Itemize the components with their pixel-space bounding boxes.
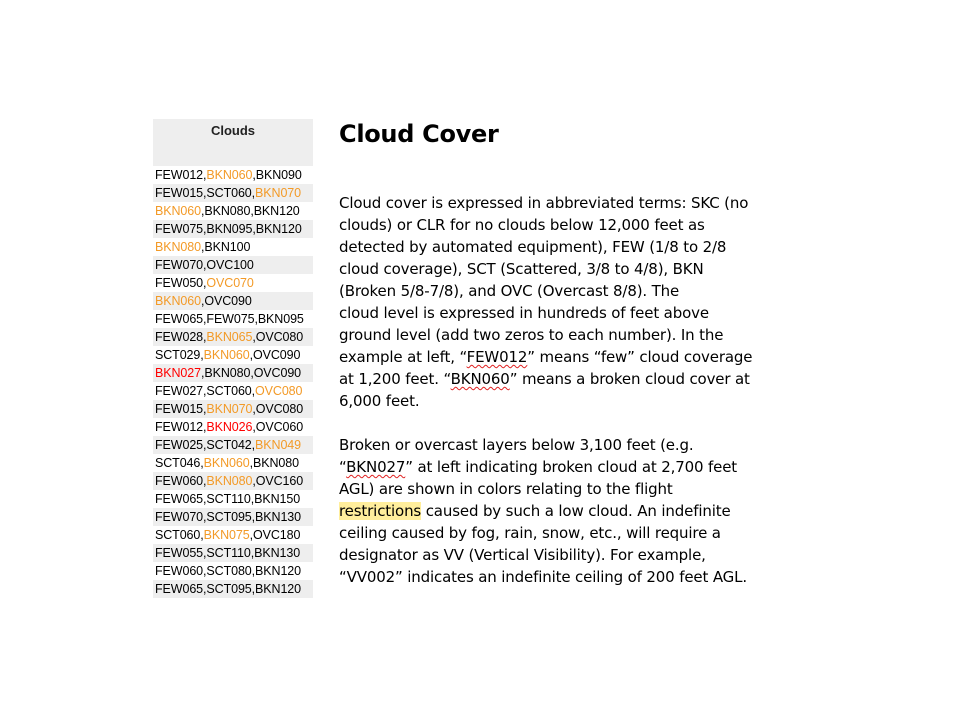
cloud-code: BKN120 (255, 222, 302, 236)
cloud-code: BKN100 (204, 240, 251, 254)
cloud-code: SCT046 (155, 456, 201, 470)
table-row (153, 274, 313, 292)
table-row (153, 328, 313, 346)
table-row (153, 436, 313, 454)
cloud-code: FEW070 (155, 258, 204, 272)
separator: , (203, 312, 207, 326)
cloud-code: FEW055 (155, 546, 204, 560)
separator: , (203, 258, 207, 272)
separator: , (200, 204, 205, 218)
paragraph-low-layers (339, 434, 779, 588)
separator: , (250, 366, 254, 380)
cloud-code: FEW070 (155, 510, 204, 524)
separator: , (203, 276, 207, 290)
separator: , (203, 492, 207, 506)
spellcheck-word: FEW012 (466, 348, 528, 366)
cloud-code: FEW065 (155, 582, 204, 596)
cloud-code: BKN080 (155, 240, 201, 254)
table-row (153, 238, 313, 256)
cloud-code: OVC080 (255, 330, 304, 344)
cloud-code: BKN060 (203, 456, 250, 470)
separator: , (254, 312, 258, 326)
separator: , (249, 456, 253, 470)
separator: , (251, 384, 256, 398)
separator: , (251, 438, 256, 452)
separator: , (250, 492, 255, 506)
table-row (153, 472, 313, 490)
table-row (153, 400, 313, 418)
cloud-code: OVC180 (252, 528, 301, 542)
cloud-code: BKN070 (255, 186, 302, 200)
cloud-code: FEW060 (155, 564, 204, 578)
table-row (153, 166, 313, 184)
separator: , (203, 420, 207, 434)
cloud-code: OVC090 (252, 348, 301, 362)
cloud-code: FEW027 (155, 384, 204, 398)
separator: , (203, 222, 207, 236)
separator: , (252, 168, 256, 182)
spellcheck-word: BKN060 (450, 370, 510, 388)
table-row (153, 364, 313, 382)
cloud-code: OVC070 (206, 276, 254, 290)
separator: , (252, 474, 256, 488)
cloud-code: SCT060 (206, 384, 252, 398)
cloud-code: OVC160 (255, 474, 304, 488)
spellcheck-word: BKN027 (346, 458, 406, 476)
paragraph-text: caused by such a low cloud. An indefinite ceiling caused by fog, rain, snow, etc., will require a designator as VV (Vertical Visibility). For example, “VV002” indicates an indefinite ceiling of 200 feet AGL. (339, 502, 747, 586)
slide-title: Cloud Cover (339, 120, 499, 148)
cloud-code: OVC080 (255, 384, 303, 398)
cloud-code: FEW015 (155, 186, 204, 200)
separator: , (249, 348, 253, 362)
table-row (153, 418, 313, 436)
cloud-code: BKN130 (255, 510, 302, 524)
separator: , (203, 582, 207, 596)
cloud-code: OVC100 (206, 258, 254, 272)
cloud-code: FEW028 (155, 330, 204, 344)
cloud-code: BKN026 (206, 420, 253, 434)
paragraph-text: Cloud cover is expressed in abbreviated terms: SKC (no clouds) or CLR for no clouds below 12,000 feet as detected by automated equipment), FEW (1/8 to 2/8 cloud coverage), SCT (Scattered, 3/8 to 4/8), BKN (Broken 5/8-7/8), and OVC (Overcast 8/8). The cloud level is expressed in hundreds of feet above ground level (add two zeros to each number). In the example at left, “ (339, 194, 749, 366)
cloud-code: FEW060 (155, 474, 204, 488)
cloud-code: BKN095 (257, 312, 304, 326)
table-body (153, 166, 313, 598)
separator: , (251, 564, 256, 578)
separator: , (203, 510, 207, 524)
cloud-code: BKN130 (254, 546, 301, 560)
cloud-code: BKN080 (204, 204, 251, 218)
cloud-code: BKN027 (155, 366, 201, 380)
separator: , (250, 546, 255, 560)
cloud-code: FEW050 (155, 276, 204, 290)
table-row (153, 382, 313, 400)
cloud-code: SCT095 (206, 582, 252, 596)
separator: , (203, 168, 207, 182)
cloud-code: SCT060 (206, 186, 252, 200)
cloud-code: BKN080 (206, 474, 253, 488)
separator: , (200, 348, 204, 362)
table-row (153, 310, 313, 328)
table-row (153, 256, 313, 274)
cloud-code: BKN075 (203, 528, 250, 542)
clouds-table (153, 119, 313, 598)
separator: , (200, 294, 205, 308)
cloud-code: BKN065 (206, 330, 253, 344)
cloud-code: BKN060 (203, 348, 250, 362)
cloud-code: FEW015 (155, 402, 204, 416)
cloud-code: OVC090 (204, 294, 252, 308)
highlighted-text: restrictions (339, 502, 422, 520)
cloud-code: FEW012 (155, 168, 204, 182)
separator: , (203, 330, 207, 344)
cloud-code: BKN060 (155, 294, 201, 308)
separator: , (252, 402, 256, 416)
cloud-code: SCT042 (206, 438, 252, 452)
cloud-code: BKN095 (206, 222, 253, 236)
cloud-code: OVC080 (255, 402, 304, 416)
separator: , (203, 438, 207, 452)
paragraph-cloud-cover (339, 192, 779, 412)
table-row (153, 184, 313, 202)
separator: , (203, 402, 207, 416)
table-row (153, 562, 313, 580)
cloud-code: FEW065 (155, 312, 204, 326)
separator: , (200, 240, 205, 254)
cloud-code: FEW012 (155, 420, 204, 434)
separator: , (203, 564, 207, 578)
table-row (153, 526, 313, 544)
table-row (153, 544, 313, 562)
table-row (153, 220, 313, 238)
cloud-code: SCT110 (206, 492, 251, 506)
table-row (153, 202, 313, 220)
cloud-code: BKN150 (254, 492, 301, 506)
separator: , (203, 186, 207, 200)
separator: , (203, 474, 207, 488)
separator: , (200, 456, 204, 470)
cloud-code: FEW065 (155, 492, 204, 506)
cloud-code: FEW075 (206, 312, 255, 326)
paragraph-text: ” means “few” cloud coverage at 1,200 feet. “ (339, 348, 753, 388)
paragraph-text: Broken or overcast layers below 3,100 feet (e.g. “ (339, 436, 694, 476)
cloud-code: BKN120 (255, 564, 302, 578)
cloud-code: BKN080 (252, 456, 299, 470)
separator: , (252, 420, 256, 434)
cloud-code: OVC090 (253, 366, 302, 380)
separator: , (252, 222, 256, 236)
cloud-code: BKN080 (204, 366, 251, 380)
separator: , (203, 384, 207, 398)
separator: , (200, 528, 204, 542)
cloud-code: BKN120 (255, 582, 302, 596)
separator: , (251, 510, 256, 524)
separator: , (200, 366, 205, 380)
table-row (153, 508, 313, 526)
cloud-code: SCT080 (206, 564, 252, 578)
cloud-code: SCT029 (155, 348, 201, 362)
separator: , (250, 204, 254, 218)
separator: , (203, 546, 207, 560)
cloud-code: SCT060 (155, 528, 201, 542)
separator: , (251, 186, 256, 200)
cloud-code: BKN090 (255, 168, 302, 182)
cloud-code: SCT110 (206, 546, 251, 560)
cloud-code: OVC060 (255, 420, 304, 434)
cloud-code: BKN060 (155, 204, 201, 218)
table-row (153, 454, 313, 472)
paragraph-text: ” at left indicating broken cloud at 2,700 feet AGL) are shown in colors relating to the flight (339, 458, 738, 498)
cloud-code: FEW075 (155, 222, 204, 236)
separator: , (252, 330, 256, 344)
table-row (153, 490, 313, 508)
cloud-code: SCT095 (206, 510, 252, 524)
table-header: Clouds (153, 119, 313, 166)
paragraph-text: ” means a broken cloud cover at 6,000 feet. (339, 370, 750, 410)
table-row (153, 346, 313, 364)
separator: , (251, 582, 256, 596)
table-row (153, 292, 313, 310)
cloud-code: BKN120 (253, 204, 300, 218)
table-row (153, 580, 313, 598)
cloud-code: FEW025 (155, 438, 204, 452)
cloud-code: BKN049 (255, 438, 302, 452)
cloud-code: BKN060 (206, 168, 253, 182)
cloud-code: BKN070 (206, 402, 253, 416)
separator: , (249, 528, 253, 542)
